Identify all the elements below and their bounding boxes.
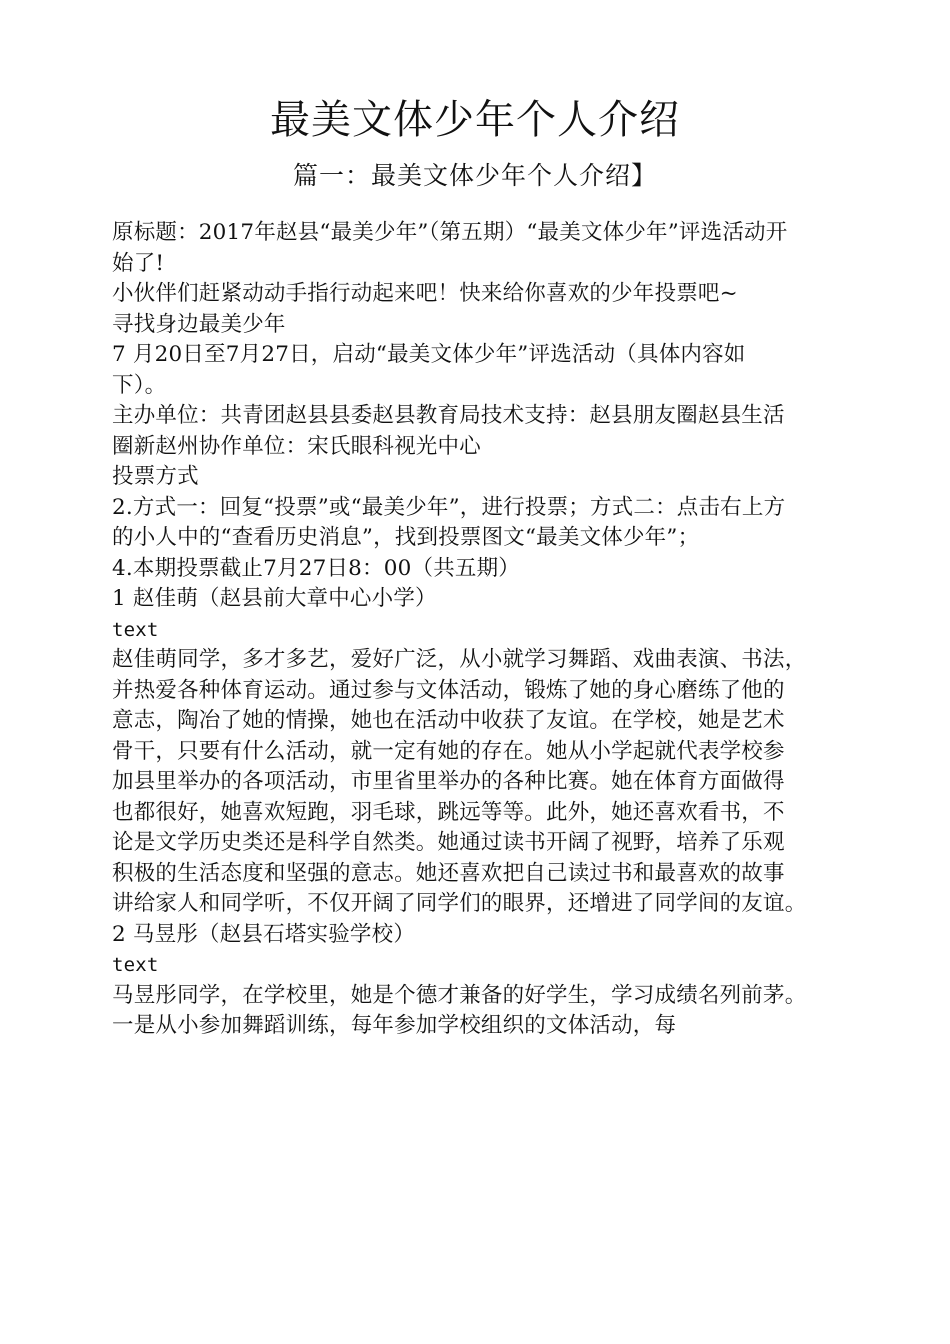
body-line: 始了! bbox=[112, 250, 165, 276]
body-line: 小伙伴们赶紧动动手指行动起来吧！快来给你喜欢的少年投票吧~ bbox=[112, 281, 738, 306]
body-line: 投票方式 bbox=[112, 464, 199, 489]
body-line: 骨干，只要有什么活动，就一定有她的存在。她从小学起就代表学校参 bbox=[112, 738, 785, 764]
body-line: 寻找身边最美少年 bbox=[112, 311, 286, 337]
image-placeholder-text: text bbox=[112, 954, 159, 976]
body-line: 原标题：2017年赵县“最美少年”（第五期）“最美文体少年”评选活动开 bbox=[112, 220, 788, 245]
document-title: 最美文体少年个人介绍 bbox=[270, 97, 680, 143]
body-line: 主办单位：共青团赵县县委赵县教育局技术支持：赵县朋友圈赵县生活 bbox=[112, 403, 785, 428]
document-body bbox=[112, 218, 857, 1042]
body-line: 的小人中的“查看历史消息”，找到投票图文“最美文体少年”； bbox=[112, 525, 700, 550]
body-line: 赵佳萌同学，多才多艺，爱好广泛，从小就学习舞蹈、戏曲表演、书法， bbox=[112, 647, 807, 672]
body-line: 下）。 bbox=[112, 372, 167, 398]
candidate-heading: 2 马昱彤（赵县石塔实验学校） bbox=[112, 921, 416, 947]
body-line: 马昱彤同学，在学校里，她是个德才兼备的好学生，学习成绩名列前茅。 bbox=[112, 982, 807, 1008]
body-line: 意志，陶冶了她的情操，她也在活动中收获了友谊。在学校，她是艺术 bbox=[112, 708, 785, 733]
body-line: 讲给家人和同学听，不仅开阔了同学们的眼界，还增进了同学间的友谊。 bbox=[112, 891, 807, 916]
body-line: 也都很好，她喜欢短跑，羽毛球，跳远等等。此外，她还喜欢看书，不 bbox=[112, 799, 785, 825]
body-line: 一是从小参加舞蹈训练，每年参加学校组织的文体活动，每 bbox=[112, 1013, 677, 1038]
body-line: 7 月20日至7月27日，启动“最美文体少年”评选活动（具体内容如 bbox=[112, 342, 746, 367]
image-placeholder-text: text bbox=[112, 618, 159, 641]
body-line: 圈新赵州协作单位：宋氏眼科视光中心 bbox=[112, 433, 481, 459]
candidate-heading: 1 赵佳萌（赵县前大章中心小学） bbox=[112, 586, 437, 611]
body-line: 2.方式一：回复“投票”或“最美少年”，进行投票；方式二：点击右上方 bbox=[112, 494, 786, 520]
document-subtitle: 篇一：最美文体少年个人介绍】 bbox=[292, 161, 657, 190]
body-line: 并热爱各种体育运动。通过参与文体活动，锻炼了她的身心磨练了他的 bbox=[112, 677, 785, 703]
body-line: 论是文学历史类还是科学自然类。她通过读书开阔了视野，培养了乐观 bbox=[112, 830, 785, 855]
body-line: 4.本期投票截止7月27日8：00（共五期） bbox=[112, 555, 520, 581]
body-line: 加县里举办的各项活动，市里省里举办的各种比赛。她在体育方面做得 bbox=[112, 769, 785, 794]
body-line: 积极的生活态度和坚强的意志。她还喜欢把自己读过书和最喜欢的故事 bbox=[112, 860, 785, 886]
